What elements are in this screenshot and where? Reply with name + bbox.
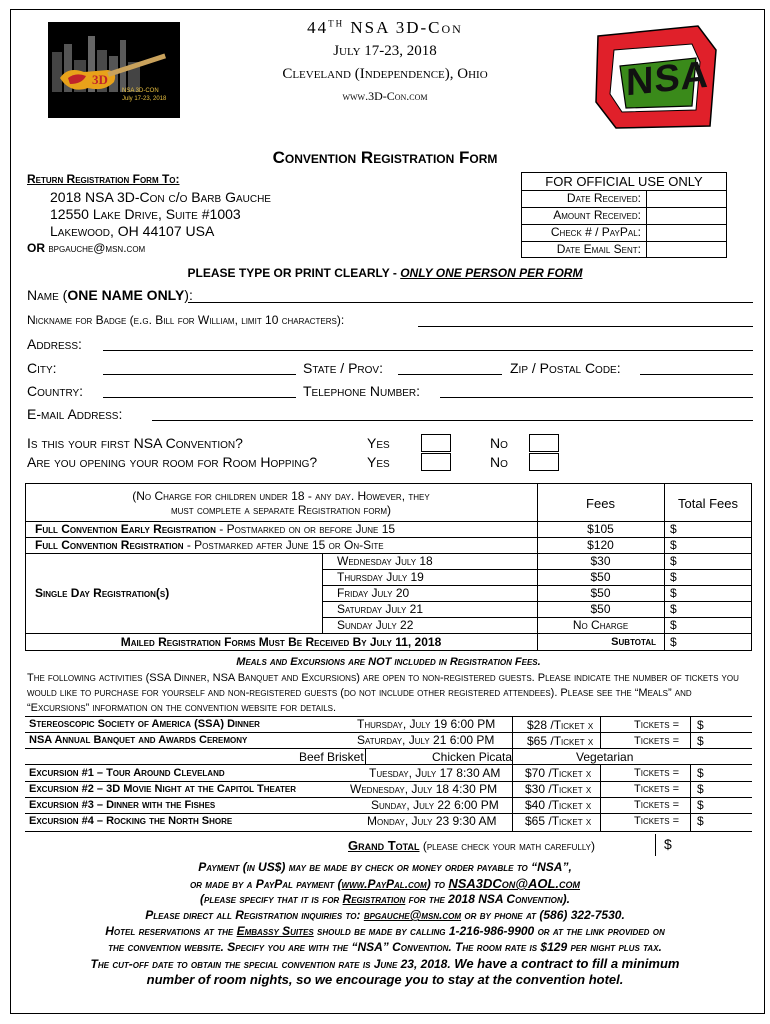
fees-header: Fees	[586, 496, 615, 511]
excursion-4-label: Excursion #4 – Rocking the North Shore	[29, 815, 233, 827]
official-row-email-sent: Date Email Sent:	[556, 242, 641, 256]
print-instruction	[100, 266, 670, 280]
name-label-text: Name (	[27, 287, 68, 303]
payment-line-3	[20, 892, 750, 906]
hotel-name: Embassy Suites	[236, 924, 314, 938]
early-registration-fee: $105	[587, 522, 614, 536]
nsa-banquet-label: NSA Annual Banquet and Awards Ceremony	[29, 734, 248, 746]
city-label: City:	[27, 360, 57, 376]
single-day-col-line	[322, 553, 323, 633]
day-thursday-total[interactable]: $	[670, 570, 677, 584]
logo-caption-2: July 17-23, 2018	[122, 96, 167, 102]
first-convention-question: Is this your first NSA Convention?	[27, 435, 243, 451]
event-title	[200, 18, 570, 38]
excursion-1-tickets[interactable]: Tickets =	[634, 767, 680, 779]
excursion-2-total[interactable]: $	[697, 782, 704, 796]
day-friday-total[interactable]: $	[670, 586, 677, 600]
room-hopping-yes-label: Yes	[367, 454, 390, 470]
excursion-3-when: Sunday, July 22 6:00 PM	[371, 798, 499, 812]
return-line-1: 2018 NSA 3D-Con c/o Barb Gauche	[50, 189, 271, 205]
choice-beef-brisket[interactable]: Beef Brisket	[299, 750, 364, 764]
grand-total-divider	[655, 834, 656, 856]
excursion-4-when: Monday, July 23 9:30 AM	[367, 814, 497, 828]
day-sunday-fee: No Charge	[572, 618, 629, 632]
hotel-line-4: number of room nights, so we encourage you to stay at the convention hotel.	[146, 972, 624, 987]
room-hopping-no-checkbox[interactable]	[529, 453, 559, 471]
choice-vegetarian[interactable]: Vegetarian	[576, 750, 634, 764]
day-sunday: Sunday July 22	[337, 618, 414, 632]
hotel-line-1a: Hotel reservations at the	[105, 924, 237, 938]
excursion-2-label: Excursion #2 – 3D Movie Night at the Capitol Theater	[29, 783, 297, 795]
row-sep	[25, 764, 752, 765]
address-label: Address:	[27, 336, 82, 352]
state-label: State / Prov:	[303, 360, 383, 376]
event-website: www.3D-Con.com	[342, 89, 428, 103]
full-registration-label: Full Convention Registration	[35, 538, 184, 552]
excursion-3-total[interactable]: $	[697, 798, 704, 812]
event-logo-left	[48, 22, 180, 118]
svg-text:3D: 3D	[92, 72, 108, 87]
event-number-suffix: TH	[328, 18, 345, 29]
excursion-4-total[interactable]: $	[697, 814, 704, 828]
nsa-logo-text: NSA	[626, 53, 710, 105]
event-location: Cleveland (Independence), Ohio	[282, 66, 488, 82]
day-friday-fee: $50	[590, 586, 611, 600]
payment-line-3u: Registration	[342, 892, 406, 906]
excursion-1-total[interactable]: $	[697, 766, 704, 780]
full-registration-fee: $120	[587, 538, 614, 552]
hotel-line-1	[20, 924, 750, 938]
excursion-2-price: $30 /Ticket x	[525, 782, 592, 796]
nickname-field[interactable]	[418, 326, 753, 327]
full-registration-row	[35, 538, 384, 552]
first-convention-yes-checkbox[interactable]	[421, 434, 451, 452]
room-hopping-yes-checkbox[interactable]	[421, 453, 451, 471]
day-saturday: Saturday July 21	[337, 602, 424, 616]
day-wednesday-total[interactable]: $	[670, 554, 677, 568]
choice-line-2	[512, 748, 513, 764]
country-field[interactable]	[103, 397, 296, 398]
inquiry-line	[20, 908, 750, 922]
instruction-emphasis: ONLY ONE PERSON PER FORM	[400, 266, 583, 280]
meals-header: Meals and Excursions are NOT included in Registration Fees.	[236, 656, 541, 668]
phone-field[interactable]	[440, 397, 753, 398]
row-sep	[25, 633, 752, 634]
choice-chicken-picata[interactable]: Chicken Picata	[432, 750, 513, 764]
skyline-guitar-icon	[48, 22, 180, 118]
event-name: NSA 3D-Con	[350, 18, 463, 37]
excursion-1-price: $70 /Ticket x	[525, 766, 592, 780]
ssa-dinner-when: Thursday, July 19 6:00 PM	[357, 717, 496, 731]
event-number: 44	[307, 18, 329, 37]
excursion-3-price: $40 /Ticket x	[525, 798, 592, 812]
official-row-check: Check # / PayPal:	[550, 225, 641, 239]
or-label: OR	[27, 241, 45, 255]
payment-line-3b: for the 2018 NSA Convention).	[405, 892, 570, 906]
day-wednesday: Wednesday July 18	[337, 554, 433, 568]
grand-total-row	[348, 838, 595, 853]
day-thursday: Thursday July 19	[337, 570, 424, 584]
early-registration-label: Full Convention Early Registration	[35, 522, 216, 536]
full-registration-total[interactable]: $	[670, 538, 677, 552]
return-email: bpgauche@msn.com	[48, 241, 146, 255]
nsa-banquet-when: Saturday, July 21 6:00 PM	[357, 733, 495, 747]
ssa-dinner-label: Stereoscopic Society of America (SSA) Dinner	[29, 718, 260, 730]
day-sunday-total[interactable]: $	[670, 618, 677, 632]
hotel-line-3b: We have a contract to fill a minimum	[450, 956, 680, 971]
hotel-line-3	[20, 956, 750, 971]
choice-line-1	[365, 748, 366, 764]
inquiry-email[interactable]: bpgauche@msn.com	[363, 908, 462, 922]
form-title: Convention Registration Form	[272, 148, 498, 167]
fees-note-1: (No Charge for children under 18 - any day. However, they	[132, 489, 430, 503]
name-label	[27, 287, 193, 303]
hotel-line-2: the convention website. Specify you are with the “NSA” Convention. The room rate is $129 per night plus tax.	[108, 940, 662, 954]
room-hopping-question: Are you opening your room for Room Hopping?	[27, 454, 318, 470]
day-wednesday-fee: $30	[590, 554, 611, 568]
first-convention-yes-label: Yes	[367, 435, 390, 451]
event-dates: July 17-23, 2018	[333, 43, 437, 59]
ssa-dinner-total[interactable]: $	[697, 718, 704, 732]
excursion-4-tickets[interactable]: Tickets =	[634, 815, 680, 827]
first-convention-no-label: No	[490, 435, 508, 451]
logo-caption-1: NSA 3D-CON	[122, 88, 159, 94]
return-label: Return Registration Form To:	[27, 172, 180, 186]
payment-line-3a: (please specify that it is for	[200, 892, 343, 906]
excursion-4-price: $65 /Ticket x	[525, 814, 592, 828]
zip-field[interactable]	[640, 374, 753, 375]
grand-total-amount[interactable]: $	[664, 836, 672, 852]
grand-total-label: Grand Total	[348, 838, 420, 853]
day-saturday-fee: $50	[590, 602, 611, 616]
day-saturday-total[interactable]: $	[670, 602, 677, 616]
exc-col-total	[690, 764, 691, 832]
payment-line-2a: or made by a PayPal payment (	[189, 877, 342, 891]
inquiry-line-b: or by phone at (586) 322-7530.	[461, 908, 625, 922]
excursion-2-when: Wednesday, July 18 4:30 PM	[350, 782, 498, 796]
nsa-banquet-total[interactable]: $	[697, 734, 704, 748]
return-line-3: Lakewood, OH 44107 USA	[50, 223, 215, 239]
subtotal-total[interactable]: $	[670, 635, 677, 649]
row-sep	[25, 748, 752, 749]
exc-col-tickets	[600, 764, 601, 832]
return-line-2: 12550 Lake Drive, Suite #1003	[50, 206, 241, 222]
fees-note-2: must complete a separate Registration form)	[170, 503, 391, 517]
ssa-dinner-price: $28 /Ticket x	[527, 718, 594, 732]
exc-col-price	[512, 764, 513, 832]
email-label: E-mail Address:	[27, 406, 123, 422]
subtotal-label: Subtotal	[611, 636, 656, 648]
meals-description: The following activities (SSA Dinner, NSA Banquet and Excursions) are open to non-registered guests. Please indicate the number of tickets you would like to purchase for yourself and non-registered guests (do not include other registered attendees). Please see the “Meals” and “Excursions” information on the convention website for details.	[27, 672, 739, 714]
excursion-3-tickets[interactable]: Tickets =	[634, 799, 680, 811]
paypal-email[interactable]: NSA3DCon@AOL.com	[448, 876, 581, 891]
nsa-logo	[592, 22, 722, 130]
city-field[interactable]	[103, 374, 296, 375]
official-use-title: FOR OFFICIAL USE ONLY	[545, 174, 703, 189]
full-registration-detail: - Postmarked after June 15 or On-Site	[183, 538, 384, 552]
email-field[interactable]	[152, 420, 753, 421]
instruction-prefix: PLEASE TYPE OR PRINT CLEARLY -	[187, 266, 401, 280]
name-field[interactable]	[188, 302, 753, 303]
official-row-date-received: Date Received:	[566, 191, 641, 205]
first-convention-no-checkbox[interactable]	[529, 434, 559, 452]
early-registration-total[interactable]: $	[670, 522, 677, 536]
payment-line-2b: ) to	[426, 877, 449, 891]
address-field[interactable]	[103, 350, 753, 351]
country-label: Country:	[27, 383, 84, 399]
payment-line-1: Payment (in US$) may be made by check or money order payable to “NSA”,	[198, 860, 572, 874]
hotel-line-3a: The cut-off date to obtain the special convention rate is June 23, 2018.	[90, 957, 451, 971]
total-fees-header: Total Fees	[678, 496, 738, 511]
nickname-label: Nickname for Badge (e.g. Bill for William, limit 10 characters):	[27, 313, 345, 327]
zip-label: Zip / Postal Code:	[510, 360, 621, 376]
phone-label: Telephone Number:	[303, 383, 421, 399]
excursion-1-when: Tuesday, July 17 8:30 AM	[369, 766, 501, 780]
ssa-dinner-tickets[interactable]: Tickets =	[634, 719, 680, 731]
inquiry-line-a: Please direct all Registration inquiries to:	[145, 908, 364, 922]
return-email-line	[27, 241, 145, 255]
grand-total-note: (please check your math carefully)	[419, 839, 596, 853]
nsa-banquet-tickets[interactable]: Tickets =	[634, 735, 680, 747]
excursion-1-label: Excursion #1 – Tour Around Cleveland	[29, 767, 225, 779]
payment-line-2	[20, 876, 750, 891]
nsa-banquet-price: $65 /Ticket x	[527, 734, 594, 748]
official-row-amount: Amount Received:	[553, 208, 641, 222]
day-friday: Friday July 20	[337, 586, 410, 600]
excursion-2-tickets[interactable]: Tickets =	[634, 783, 680, 795]
name-label-bold: ONE NAME ONLY	[67, 287, 185, 303]
day-thursday-fee: $50	[590, 570, 611, 584]
hotel-line-1b: should be made by calling 1-216-986-9900 or at the link provided on	[313, 924, 665, 938]
state-field[interactable]	[398, 374, 502, 375]
room-hopping-no-label: No	[490, 454, 508, 470]
early-registration-detail: - Postmarked on or before June 15	[215, 522, 396, 536]
excursion-3-label: Excursion #3 – Dinner with the Fishes	[29, 799, 216, 811]
name-label-end: ):	[184, 287, 193, 303]
early-registration-row	[35, 522, 395, 536]
paypal-link[interactable]: www.PayPal.com	[341, 877, 427, 891]
single-day-label: Single Day Registration(s)	[35, 586, 170, 600]
mailed-deadline: Mailed Registration Forms Must Be Received By July 11, 2018	[120, 635, 442, 649]
